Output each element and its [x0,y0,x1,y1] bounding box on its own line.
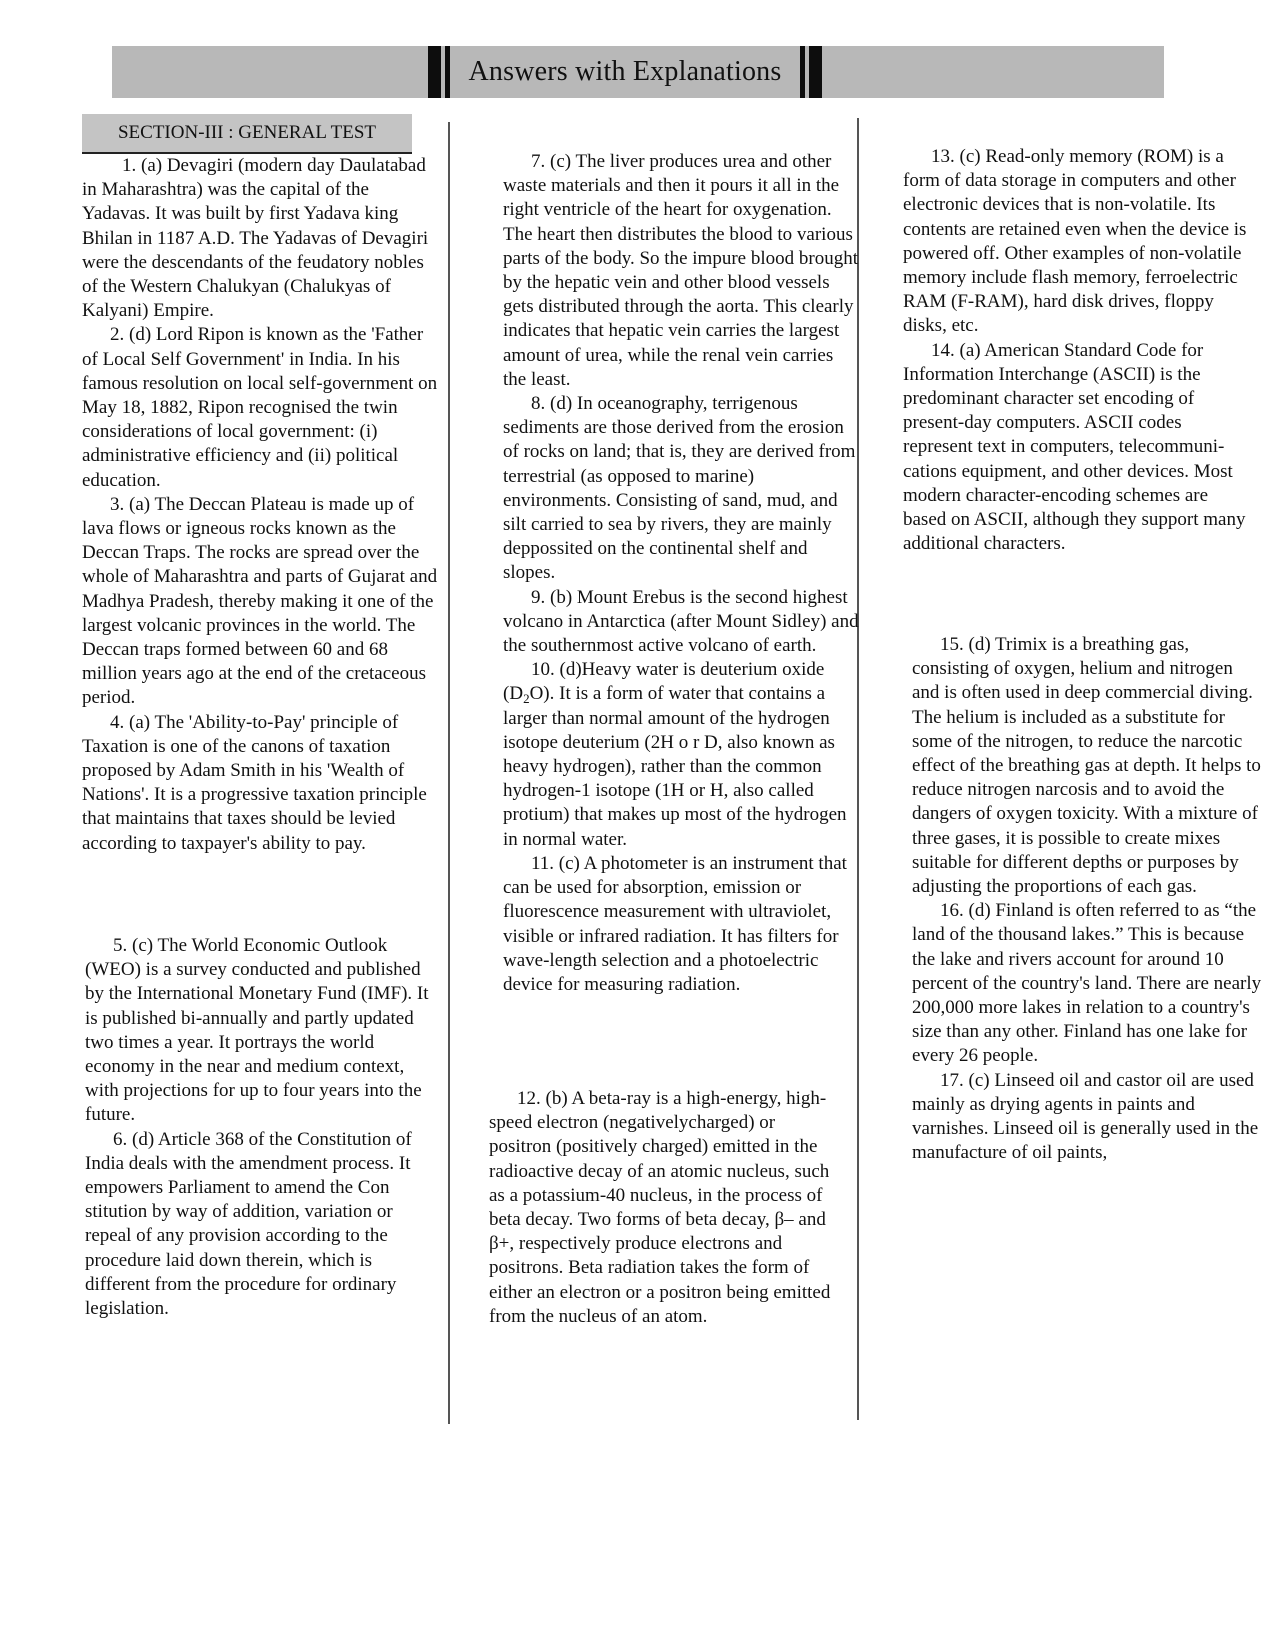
answer-10-text-end: O). It is a form of water that contains a larger than normal amount of the hydrogen isotope deuterium (2H o r D, also known as heavy hydrogen), rather than the common hydrogen-1 isotope (1H or H, also called protium) that makes up most of the hydrogen in normal water. [503,683,847,850]
answer-16: 16. (d) Finland is often referred to as “the land of the thousand lakes.” This is because the lake and rivers account for around 10 percent of the country's land. There are nearly 200,000 more lakes in relation to a country's size than any other. Finland has one lake for every 26 people. [912,900,1262,1067]
header-bar-right-thin [800,46,805,98]
answer-14: 14. (a) American Standard Code for Information Interchange (ASCII) is the predominant character set encoding of present-day computers. ASCII codes represent text in computers, telecommuni-cations equipment, and other devices. Most modern character-encoding schemes are based on ASCII, although they support many additional characters. [903,339,1246,555]
column-2-bottom [489,1087,839,1329]
answer-12: 12. (b) A beta-ray is a high-energy, high-speed electron (negativelycharged) or positron (positively charged) emitted in the radioactive decay of an atomic nucleus, such as a potassium-40 nucleus, in the process of beta decay. Two forms of beta decay, β– and β+, respectively produce electrons and positrons. Beta radiation takes the form of either an electron or a positron being emitted from the nucleus of an atom. [489,1088,831,1327]
column-2-top [503,150,859,997]
answer-10-subscript: 2 [523,691,530,707]
column-1-bottom [85,934,435,1321]
answer-3: 3. (a) The Deccan Plateau is made up of lava flows or igneous rocks known as the Deccan Traps. The rocks are spread over the whole of Maharashtra and parts of Gujarat and Madhya Pradesh, thereby making it one of the largest volcanic provinces in the world. The Deccan traps formed between 60 and 68 million years ago at the end of the cretaceous period. [82,493,438,709]
answer-17: 17. (c) Linseed oil and castor oil are used mainly as drying agents in paints and varnishes. Linseed oil is generally used in the manufacture of oil paints, [912,1069,1259,1164]
answer-6: 6. (d) Article 368 of the Constitution of India deals with the amendment process. It empowers Parliament to amend the Con stitution by way of addition, variation or repeal of any provision according to the procedure laid down therein, which is different from the procedure for ordinary legislation. [85,1128,412,1320]
column-3-top [903,145,1253,556]
header-bar-left-thick [428,46,441,98]
answer-13: 13. (c) Read-only memory (ROM) is a form of data storage in computers and other electronic devices that is non-volatile. Its contents are retained even when the device is powered off. Other examples of non-volatile memory include flash memory, ferroelectric RAM (F-RAM), hard disk drives, floppy disks, etc. [903,146,1247,337]
column-1-top [82,154,440,856]
page-title: Answers with Explanations [468,56,782,87]
header-title-box [450,46,800,98]
column-divider-left [448,122,450,1424]
column-3-bottom [912,633,1262,1165]
answer-1: 1. (a) Devagiri (modern day Daulatabad in Maharashtra) was the capital of the Yadavas. It was built by first Yadava king Bhilan in 1187 A.D. The Yadavas of Devagiri were the descendants of the feudatory nobles of the Western Chalukyan (Chalukyas of Kalyani) Empire. [82,155,429,322]
answer-5: 5. (c) The World Economic Outlook (WEO) is a survey conducted and published by the International Monetary Fund (IMF). It is published bi-annually and partly updated two times a year. It portrays the world economy in the near and medium context, with projections for up to four years into the future. [85,935,429,1126]
answer-4: 4. (a) The 'Ability-to-Pay' principle of Taxation is one of the canons of taxation proposed by Adam Smith in his 'Wealth of Nations'. It is a progressive taxation principle that maintains that taxes should be levied according to taxpayer's ability to pay. [82,711,427,854]
header-bar-right-thick [809,46,822,98]
section-heading: SECTION-III : GENERAL TEST [82,114,412,152]
answer-8: 8. (d) In oceanography, terrigenous sediments are those derived from the erosion of rocks on land; that is, they are derived from terrestrial (as opposed to marine) environments. Consisting of sand, mud, and silt carried to sea by rivers, they are mainly deppossited on the continental shelf and slopes. [503,393,856,584]
answer-10-text-start: 10. (d)Heavy water is deuterium oxide (D [503,659,825,705]
answer-11: 11. (c) A photometer is an instrument that can be used for absorption, emission or fluorescence measurement with ultraviolet, visible or infrared radiation. It has filters for wave-length selection and a photoelectric device for measuring radiation. [503,852,847,995]
answer-10 [503,658,859,852]
answer-9: 9. (b) Mount Erebus is the second highest volcano in Antarctica (after Mount Sidley) and the southernmost active volcano of earth. [503,586,859,657]
answer-2: 2. (d) Lord Ripon is known as the 'Father of Local Self Government' in India. In his famous resolution on local self-government on May 18, 1882, Ripon recognised the twin considerations of local government: (i) administrative efficiency and (ii) political education. [82,324,438,491]
answer-15: 15. (d) Trimix is a breathing gas, consisting of oxygen, helium and nitrogen and is often used in deep commercial diving. The helium is included as a substitute for some of the nitrogen, to reduce the narcotic effect of the breathing gas at depth. It helps to reduce nitrogen narcosis and to avoid the dangers of oxygen toxicity. With a mixture of three gases, it is possible to create mixes suitable for different depths or purposes by adjusting the proportions of each gas. [912,634,1261,898]
answer-7: 7. (c) The liver produces urea and other waste materials and then it pours it all in the right ventricle of the heart for oxygenation. The heart then distributes the blood to various parts of the body. So the impure blood brought by the hepatic vein and other blood vessels gets distributed through the aorta. This clearly indicates that hepatic vein carries the largest amount of urea, while the renal vein carries the least. [503,151,858,390]
